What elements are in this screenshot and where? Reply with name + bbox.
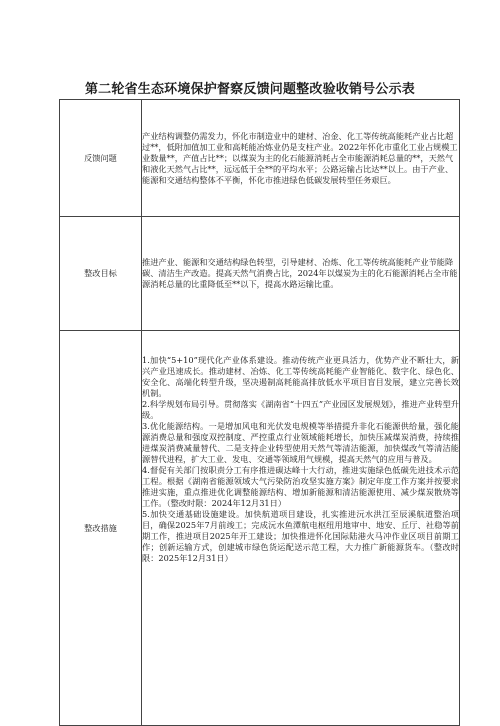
measure-item-5: 5.加快交通基础设施建设。加快航道项目建设，扎实推进沅水洪江至辰溪航道整治项目，确保2025年7月前竣工；完成沅水鱼潭航电枢纽用地审中、地安、丘厅、社稳等前期工作，推进项目2025年开工建设；加快推进怀化国际陆港火马冲作业区项目前期工作；创新运输方式，创建城市绿色货运配送示范工程，大力推广新能源货车。（整改时限：2025年12月31日）: [142, 509, 459, 563]
rectification-goal-text: [142, 217, 460, 331]
row-label-goal: 整改目标: [60, 217, 142, 331]
measure-item-2: 2.科学规划布局引导。贯彻落实《湖南省“十四五”产业园区发展规划》，推进产业转型升级。: [142, 399, 459, 420]
feedback-issue-paragraph: 产业结构调整仍需发力，怀化市制造业中的建材、冶金、化工等传统高能耗产业占比超过**，低附加值加工业和高耗能冶炼业仍是支柱产业。2022年怀化市重化工业占规模工业数量**，产值占比**；以煤炭为主的化石能源消耗占全市能源消耗总量的**，天然气和液化天然气占比**，远远低于全**的平均水平；公路运输占比达**以上。由于产业、能源和交通结构整体不平衡，怀化市推进绿色低碳发展转型任务艰巨。: [142, 130, 458, 185]
table-row-feedback: [60, 100, 460, 217]
rectification-goal-paragraph: 推进产业、能源和交通结构绿色转型，引导建材、冶炼、化工等传统高能耗产业节能降碳、清洁生产改造。提高天然气消费占比，2024年以煤炭为主的化石能源消耗占全市能源消耗总量的比重降低至**以下，提高水路运输比重。: [142, 257, 458, 289]
feedback-issue-text: [142, 100, 460, 217]
row-label-feedback: 反馈问题: [60, 100, 142, 217]
measure-item-3: 3.优化能源结构。一是增加风电和光伏发电规模等举措提升非化石能源供给量，强化能源消费总量和强度双控制度、严控重点行业领域能耗增长，加快压减煤炭消费，持续推进煤炭消费减量替代、二是支持企业转型使用天然气等清洁能源，加快煤改气等清洁能源替代进程，扩大工业、发电、交通等领域用气规模，提高天然气的应用与普及。: [142, 421, 459, 464]
table-row-measures: [60, 331, 460, 726]
page-title: 第二轮省生态环境保护督察反馈问题整改验收销号公示表: [84, 82, 415, 97]
measure-item-4: 4.督促有关部门按职责分工有序推进碳达峰十大行动，推进实施绿色低碳先进技术示范工程。根据《湖南省能源领域大气污染防治攻坚实施方案》制定年度工作方案并按要求推进实施，重点推进优化调整能源结构、增加新能源和清洁能源使用、减少煤炭散烧等工作。（整改时限：2024年12月31日）: [142, 465, 459, 508]
publication-table: [59, 99, 460, 726]
table-row-goal: [60, 217, 460, 331]
rectification-measures-text: [142, 331, 460, 726]
row-label-measures: 整改措施: [60, 331, 142, 726]
measure-item-1: 1.加快“5+10”现代化产业体系建设。推动传统产业更具活力，优势产业不断壮大，新兴产业迅速成长。推动建材、冶炼、化工等传统高耗能产业智能化、数字化、绿色化、安全化、高端化转型升级，坚决遏制高耗能高排放低水平项目盲目发展，建立完善长效机制。: [142, 355, 459, 398]
